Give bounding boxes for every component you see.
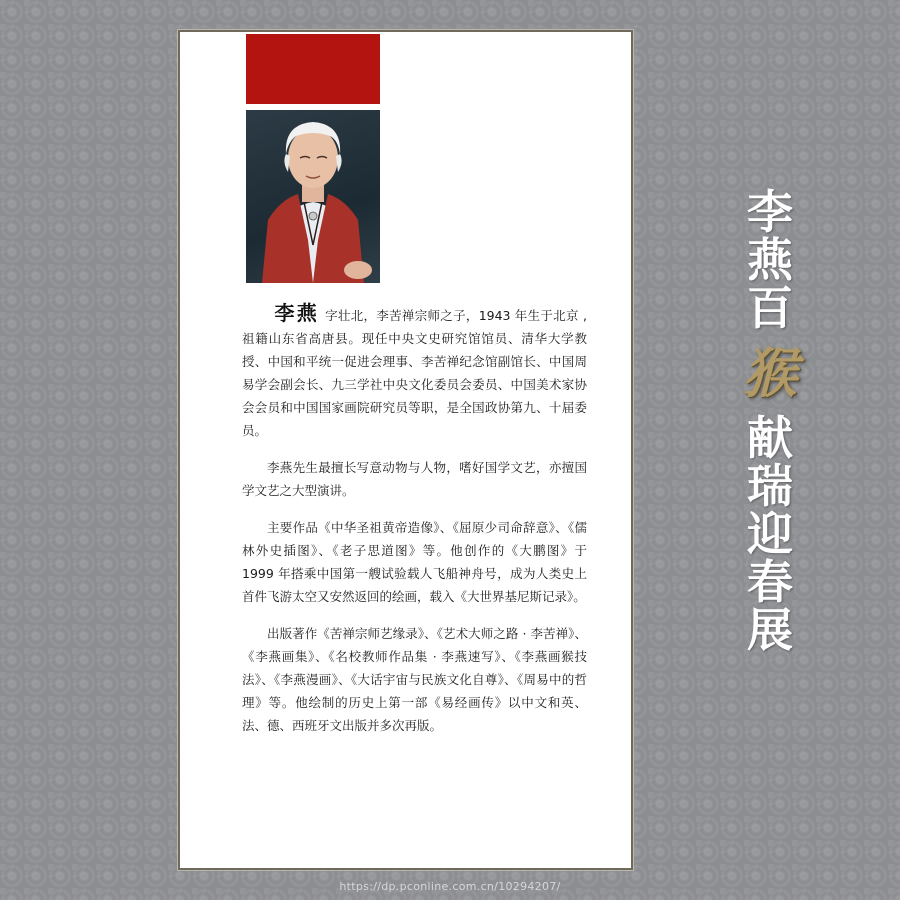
title-char: 展 xyxy=(747,603,793,657)
title-char-monkey: 猴 xyxy=(743,341,797,405)
person-name: 李燕 xyxy=(274,301,320,325)
biography-text xyxy=(242,302,587,751)
bio-paragraph-specialty: 李燕先生最擅长写意动物与人物，嗜好国学文艺，亦擅国学文艺之大型演讲。 xyxy=(242,460,587,498)
title-char: 李 xyxy=(747,185,793,239)
watermark-url: https://dp.pconline.com.cn/10294207/ xyxy=(339,880,561,893)
title-char: 燕 xyxy=(747,233,793,287)
bio-paragraph-works: 主要作品《中华圣祖黄帝造像》、《屈原少司命辞意》、《儒林外史插图》、《老子思道图》等。他创作的《大鹏图》于 1999 年搭乘中国第一艘试验载人飞船神舟号，成为人类史上首件飞游太空又安然返回的绘画，载入《大世界基尼斯记录》。 xyxy=(242,520,587,604)
portrait-illustration xyxy=(246,110,380,283)
bio-intro-text: 字壮北，李苦禅宗师之子，1943 年生于北京 ,祖籍山东省高唐县。现任中央文史研究馆馆员、清华大学教授、中国和平统一促进会理事、李苦禅纪念馆副馆长、中国周易学会副会长、九三学社中央文化委员会委员、中国美术家协会会员和中国国家画院研究员等职，是全国政协第九、十届委员。 xyxy=(242,308,588,438)
red-accent-block xyxy=(246,34,380,104)
bio-intro-paragraph xyxy=(242,302,587,442)
bio-paragraph-publications: 出版著作《苦禅宗师艺缘录》、《艺术大师之路 · 李苦禅》、《李燕画集》、《名校教师作品集 · 李燕速写》、《李燕画猴技法》、《李燕漫画》、《大话宇宙与民族文化自尊》、《周易中的哲理》等。他绘制的历史上第一部《易经画传》以中文和英、法、德、西班牙文出版并多次再版。 xyxy=(242,626,587,733)
title-char: 春 xyxy=(747,555,793,609)
title-char: 百 xyxy=(747,281,793,335)
bio-panel xyxy=(178,30,633,870)
exhibition-title xyxy=(740,185,800,657)
title-char: 瑞 xyxy=(747,459,793,513)
title-char: 献 xyxy=(747,411,793,465)
title-char: 迎 xyxy=(747,507,793,561)
portrait-photo xyxy=(246,110,380,283)
